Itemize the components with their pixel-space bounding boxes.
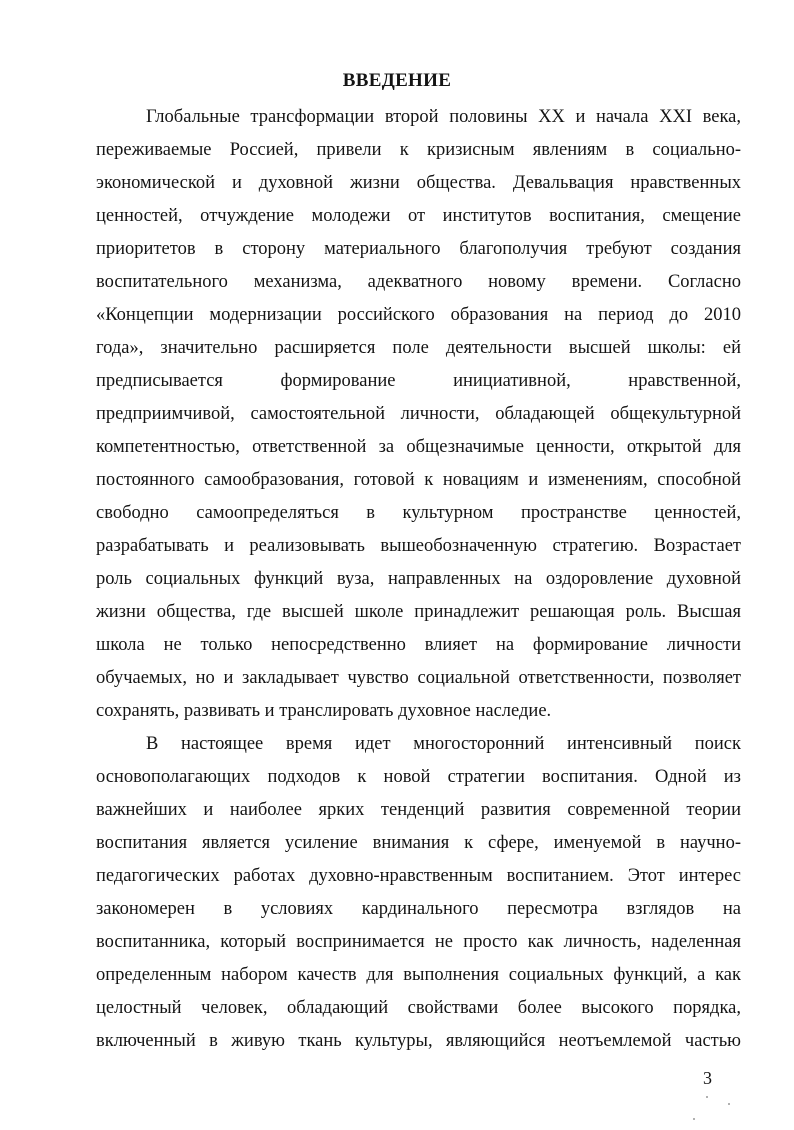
scan-speck [706,1096,708,1098]
text-line: педагогических работах духовно-нравственным воспитанием. Этот интерес [96,866,741,886]
text-line: роль социальных функций вуза, направленных на оздоровление духовной [96,569,741,589]
text-line: Глобальные трансформации второй половины XX и начала XXI века, [146,107,741,127]
text-line: определенным набором качеств для выполнения социальных функций, а как [96,965,741,985]
text-line: важнейших и наиболее ярких тенденций развития современной теории [96,800,741,820]
text-line: воспитанника, который воспринимается не просто как личность, наделенная [96,932,741,952]
text-line: основополагающих подходов к новой стратегии воспитания. Одной из [96,767,741,787]
text-line: предписывается формирование инициативной, нравственной, [96,371,741,391]
text-line: закономерен в условиях кардинального пересмотра взглядов на [96,899,741,919]
scan-speck [728,1103,730,1105]
text-line: экономической и духовной жизни общества. Девальвация нравственных [96,173,741,193]
text-line: переживаемые Россией, привели к кризисным явлениям в социально- [96,140,741,160]
text-line: предприимчивой, самостоятельной личности, обладающей общекультурной [96,404,741,424]
scan-speck [693,1118,695,1120]
text-line: школа не только непосредственно влияет на формирование личности [96,635,741,655]
text-line: «Концепции модернизации российского образования на период до 2010 [96,305,741,325]
text-line: обучаемых, но и закладывает чувство социальной ответственности, позволяет [96,668,741,688]
text-line: ценностей, отчуждение молодежи от институтов воспитания, смещение [96,206,741,226]
section-heading: ВВЕДЕНИЕ [342,70,452,91]
text-line: постоянного самообразования, готовой к новациям и изменениям, способной [96,470,741,490]
text-line: целостный человек, обладающий свойствами более высокого порядка, [96,998,741,1018]
text-line: сохранять, развивать и транслировать духовное наследие. [96,701,552,721]
text-line: свободно самоопределяться в культурном пространстве ценностей, [96,503,741,523]
page-number: 3 [703,1068,712,1088]
text-line: воспитания является усиление внимания к сфере, именуемой в научно- [96,833,741,853]
text-line: года», значительно расширяется поле деятельности высшей школы: ей [96,338,741,358]
text-line: компетентностью, ответственной за общезначимые ценности, открытой для [96,437,741,457]
text-line: воспитательного механизма, адекватного новому времени. Согласно [96,272,741,292]
text-line: включенный в живую ткань культуры, являющийся неотъемлемой частью [96,1031,741,1051]
text-line: приоритетов в сторону материального благополучия требуют создания [96,239,741,259]
text-line: разрабатывать и реализовывать вышеобозначенную стратегию. Возрастает [96,536,741,556]
text-line: жизни общества, где высшей школе принадлежит решающая роль. Высшая [96,602,741,622]
text-line: В настоящее время идет многосторонний интенсивный поиск [146,734,741,754]
